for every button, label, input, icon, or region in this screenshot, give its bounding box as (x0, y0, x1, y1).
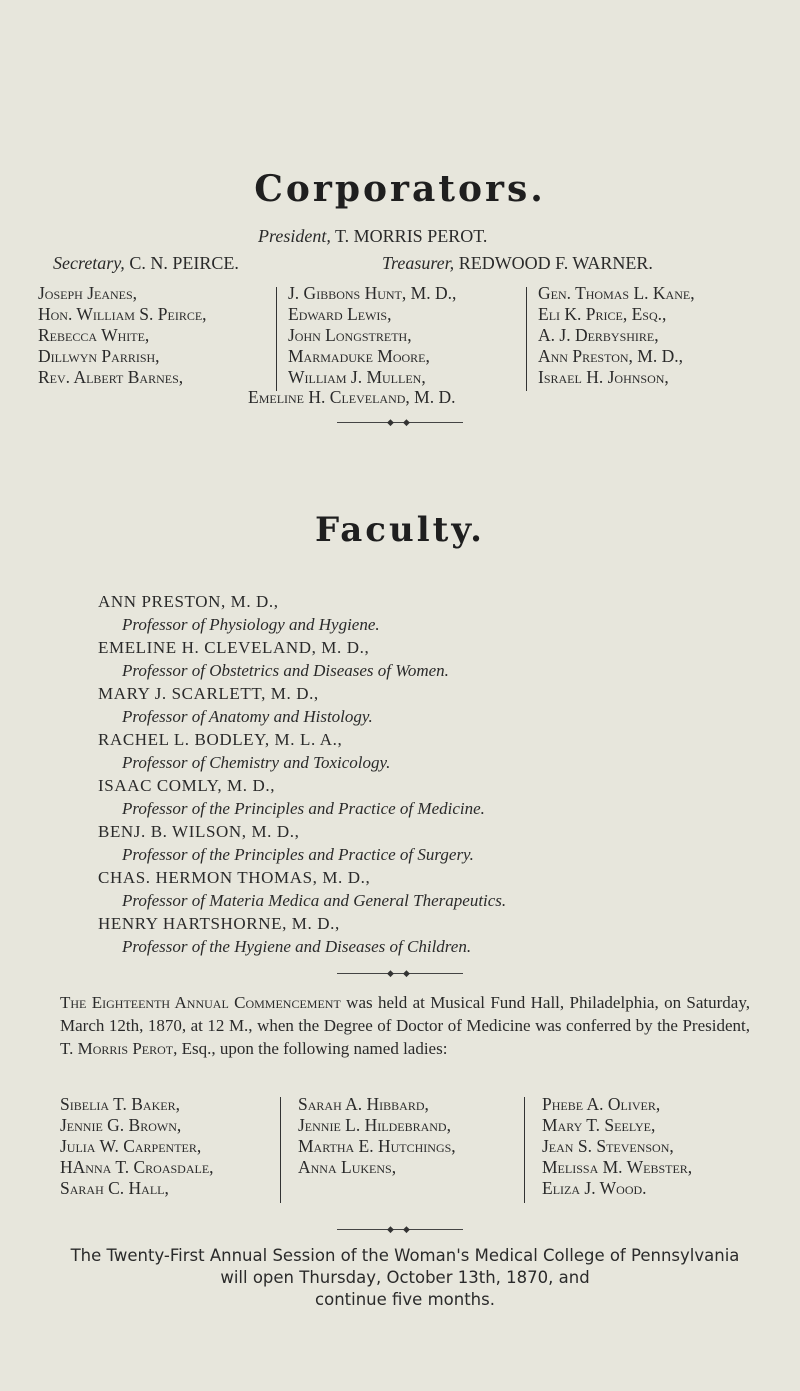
faculty-name: CHAS. HERMON THOMAS, M. D., (98, 868, 371, 887)
graduate-name: HAnna T. Croasdale, (60, 1157, 214, 1177)
corporator-name: Rev. Albert Barnes, (38, 367, 184, 387)
graduates-col-2 (298, 1094, 456, 1178)
diamond-ornament-icon: ◆ (403, 417, 410, 427)
corporator-name: Dillwyn Parrish, (38, 346, 160, 366)
corporator-name: Rebecca White, (38, 325, 150, 345)
corporators-col-3 (538, 283, 695, 388)
corporator-name: Eli K. Price, Esq., (538, 304, 667, 324)
corporator-name: Marmaduke Moore, (288, 346, 430, 366)
commencement-text: was held at Musical Fund Hall, Philadelphia, on Saturday, March 12th, 1870, at 12 M., when the Degree of Doctor of Medicine was conferred by the President, T. (60, 993, 751, 1058)
graduates-col-3 (542, 1094, 692, 1199)
faculty-name: BENJ. B. WILSON, M. D., (98, 822, 300, 841)
graduate-name: Mary T. Seelye, (542, 1115, 656, 1135)
treasurer-label: Treasurer, (382, 253, 455, 273)
graduate-name: Sarah A. Hibbard, (298, 1094, 429, 1114)
diamond-ornament-icon: ◆ (403, 968, 410, 978)
faculty-name: EMELINE H. CLEVELAND, M. D., (98, 638, 370, 657)
graduate-name: Melissa M. Webster, (542, 1157, 693, 1177)
corporators-col-1 (38, 283, 207, 388)
faculty-title: Professor of Obstetrics and Diseases of Women. (122, 661, 449, 680)
faculty-title: Professor of the Principles and Practice of Surgery. (122, 845, 474, 864)
faculty-title: Professor of Chemistry and Toxicology. (122, 753, 391, 772)
closing-line: will open Thursday, October 13th, 1870, and (220, 1268, 590, 1287)
secretary-name: C. N. PEIRCE. (129, 253, 239, 273)
section-divider (337, 968, 463, 978)
corporator-name: Joseph Jeanes, (38, 283, 138, 303)
faculty-title: Professor of Anatomy and Histology. (122, 707, 373, 726)
secretary-line (53, 253, 239, 274)
corporator-name: Edward Lewis, (288, 304, 392, 324)
commencement-president: Morris Perot (77, 1039, 174, 1058)
faculty-title: Professor of Physiology and Hygiene. (122, 615, 380, 634)
corporator-name: Ann Preston, M. D., (538, 346, 683, 366)
column-divider (276, 287, 277, 391)
column-divider (526, 287, 527, 391)
faculty-name: ISAAC COMLY, M. D., (98, 776, 276, 795)
corporator-name: Israel H. Johnson, (538, 367, 669, 387)
faculty-name: ANN PRESTON, M. D., (98, 592, 279, 611)
graduate-name: Julia W. Carpenter, (60, 1136, 202, 1156)
treasurer-line (382, 253, 653, 274)
president-name: T. MORRIS PEROT. (335, 226, 488, 246)
graduate-name: Sibelia T. Baker, (60, 1094, 180, 1114)
graduate-name: Jean S. Stevenson, (542, 1136, 674, 1156)
commencement-lead: The Eighteenth Annual Commencement (60, 993, 341, 1012)
column-divider (280, 1097, 281, 1203)
section-divider (337, 417, 463, 427)
faculty-name: MARY J. SCARLETT, M. D., (98, 684, 319, 703)
corporator-name: Hon. William S. Peirce, (38, 304, 207, 324)
diamond-ornament-icon: ◆ (403, 1224, 410, 1234)
corporator-name: J. Gibbons Hunt, M. D., (288, 283, 457, 303)
president-label: President, (258, 226, 331, 246)
diamond-ornament-icon: ◆ (387, 968, 394, 978)
corporator-name: Gen. Thomas L. Kane, (538, 283, 695, 303)
corporators-heading (0, 168, 800, 210)
corporator-name: William J. Mullen, (288, 367, 426, 387)
corporator-name: John Longstreth, (288, 325, 412, 345)
faculty-title: Professor of the Hygiene and Diseases of Children. (122, 937, 472, 956)
closing-notice (55, 1245, 755, 1311)
graduate-name: Anna Lukens, (298, 1157, 397, 1177)
faculty-title: Professor of the Principles and Practice of Medicine. (122, 799, 485, 818)
graduates-col-1 (60, 1094, 214, 1199)
commencement-paragraph (60, 991, 750, 1060)
corporator-name: A. J. Derbyshire, (538, 325, 659, 345)
corporator-last: Emeline H. Cleveland, M. D. (248, 387, 456, 407)
diamond-ornament-icon: ◆ (387, 1224, 394, 1234)
column-divider (524, 1097, 525, 1203)
corporators-col-2 (288, 283, 456, 388)
secretary-label: Secretary, (53, 253, 125, 273)
commencement-text: , Esq., upon the following named ladies: (173, 1039, 448, 1058)
faculty-title: Professor of Materia Medica and General Therapeutics. (122, 891, 507, 910)
faculty-heading-text: Faculty. (314, 510, 486, 550)
treasurer-name: REDWOOD F. WARNER. (458, 253, 653, 273)
graduate-name: Jennie L. Hildebrand, (298, 1115, 451, 1135)
faculty-heading (0, 510, 800, 550)
faculty-name: HENRY HARTSHORNE, M. D., (98, 914, 340, 933)
graduate-name: Martha E. Hutchings, (298, 1136, 456, 1156)
graduate-name: Phebe A. Oliver, (542, 1094, 661, 1114)
section-divider (337, 1224, 463, 1234)
closing-line: continue five months. (315, 1290, 495, 1309)
graduate-name: Sarah C. Hall, (60, 1178, 169, 1198)
president-line (258, 226, 487, 247)
faculty-name: RACHEL L. BODLEY, M. L. A., (98, 730, 343, 749)
graduate-name: Jennie G. Brown, (60, 1115, 182, 1135)
graduate-name: Eliza J. Wood. (542, 1178, 647, 1198)
closing-line: The Twenty-First Annual Session of the Woman's Medical College of Pennsylvania (70, 1246, 740, 1265)
diamond-ornament-icon: ◆ (387, 417, 394, 427)
corporators-heading-text: Corporators. (254, 168, 546, 210)
